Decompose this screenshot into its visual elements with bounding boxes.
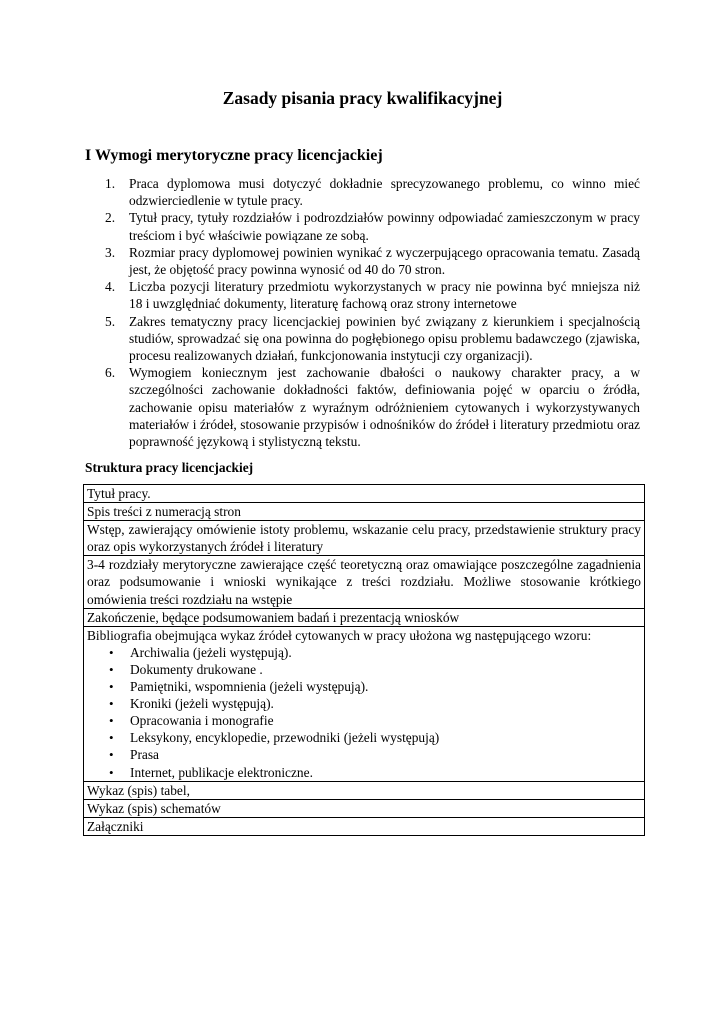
list-item <box>87 729 641 746</box>
table-cell: Wstęp, zawierający omówienie istoty problemu, wskazanie celu pracy, przedstawienie struktury pracy oraz opis wykorzystanych źródeł i literatury <box>84 521 645 556</box>
requirement-item <box>105 278 640 312</box>
table-cell: Wykaz (spis) tabel, <box>84 781 645 799</box>
table-row <box>84 485 645 503</box>
list-item-text: Pamiętniki, wspomnienia (jeżeli występują). <box>130 679 369 695</box>
section-heading: I Wymogi merytoryczne pracy licencjackiej <box>85 147 383 164</box>
table-cell: 3-4 rozdziały merytoryczne zawierające część teoretyczną oraz omawiające poszczególne zagadnienia oraz podsumowanie i wnioski wynikające z treści rozdziału. Możliwe stosowanie krótkiego omówienia treści rozdziału na wstępie <box>84 556 645 608</box>
bullet-icon: • <box>109 644 114 660</box>
bibliography-cell <box>84 626 645 781</box>
requirement-number: 1. <box>105 176 116 191</box>
bullet-icon: • <box>109 713 114 729</box>
table-cell: Załączniki <box>84 817 645 835</box>
bullet-icon: • <box>109 696 114 712</box>
table-row <box>84 521 645 556</box>
table-row <box>84 626 645 781</box>
requirement-item <box>105 175 640 209</box>
bullet-icon: • <box>109 679 114 695</box>
requirement-item <box>105 209 640 243</box>
structure-table <box>83 484 645 836</box>
table-cell: Spis treści z numeracją stron <box>84 503 645 521</box>
table-row <box>84 781 645 799</box>
requirement-number: 4. <box>105 279 116 295</box>
requirement-number: 6. <box>105 365 116 381</box>
structure-heading: Struktura pracy licencjackiej <box>85 460 254 475</box>
table-cell: Tytuł pracy. <box>84 485 645 503</box>
list-item <box>87 764 641 781</box>
list-item <box>87 678 641 695</box>
requirement-number: 3. <box>105 244 116 260</box>
list-item-text: Internet, publikacje elektroniczne. <box>130 764 313 780</box>
requirements-list <box>105 175 640 450</box>
list-item <box>87 661 641 678</box>
requirement-item <box>105 313 640 365</box>
list-item-text: Kroniki (jeżeli występują). <box>130 696 274 712</box>
table-row <box>84 556 645 608</box>
bullet-icon: • <box>109 764 114 780</box>
requirement-number: 2. <box>105 210 116 226</box>
list-item <box>87 746 641 763</box>
requirement-item <box>105 364 640 450</box>
bibliography-intro: Bibliografia obejmująca wykaz źródeł cytowanych w pracy ułożona wg następującego wzoru: <box>87 627 592 643</box>
table-cell: Zakończenie, będące podsumowaniem badań i prezentacją wniosków <box>84 608 645 626</box>
list-item-text: Dokumenty drukowane . <box>130 661 263 677</box>
list-item-text: Leksykony, encyklopedie, przewodniki (jeżeli występują) <box>130 730 440 746</box>
requirement-text: Liczba pozycji literatury przedmiotu wykorzystanych w pracy nie powinna być mniejsza niż 18 i uwzględniać dokumenty, literaturę fachową oraz strony internetowe <box>129 279 640 312</box>
list-item-text: Opracowania i monografie <box>130 713 274 729</box>
requirement-text: Tytuł pracy, tytuły rozdziałów i podrozdziałów powinny odpowiadać zamieszczonym w pracy treściom i być właściwie powiązane ze sobą. <box>129 210 640 243</box>
table-row <box>84 817 645 835</box>
table-row <box>84 799 645 817</box>
requirement-text: Wymogiem koniecznym jest zachowanie dbałości o naukowy charakter pracy, a w szczególności zachowanie dokładności faktów, definiowania pojęć w oparciu o źródła, zachowanie opisu materiałów z wyraźnym odróżnieniem cytowanych i wykorzystywanych materiałów i źródeł, stosowanie przypisów i odnośników do źródeł i literatury przedmiotu oraz poprawność językową i stylistyczną tekstu. <box>129 365 640 450</box>
requirement-item <box>105 244 640 278</box>
requirement-text: Praca dyplomowa musi dotyczyć dokładnie sprecyzowanego problemu, co winno mieć odzwierciedlenie w tytule pracy. <box>129 176 640 209</box>
document-title: Zasady pisania pracy kwalifikacyjnej <box>222 88 503 108</box>
requirement-text: Rozmiar pracy dyplomowej powinien wynikać z wyczerpującego opracowania tematu. Zasadą jest, że objętość pracy powinna wynosić od 40 do 70 stron. <box>129 244 640 278</box>
bullet-icon: • <box>109 661 114 677</box>
requirement-number: 5. <box>105 313 116 329</box>
list-item <box>87 695 641 712</box>
requirement-text: Zakres tematyczny pracy licencjackiej powinien być związany z kierunkiem i specjalnością studiów, sprowadzać się ona powinna do pogłębionego opisu problemu badawczego (zjawiska, procesu realizowanych działań, funkcjonowania instytucji czy organizacji). <box>129 313 640 364</box>
bibliography-list <box>87 644 641 781</box>
list-item <box>87 712 641 729</box>
bullet-icon: • <box>109 730 114 746</box>
list-item <box>87 644 641 661</box>
table-cell: Wykaz (spis) schematów <box>84 799 645 817</box>
list-item-text: Prasa <box>130 747 160 763</box>
table-row <box>84 608 645 626</box>
table-row <box>84 503 645 521</box>
list-item-text: Archiwalia (jeżeli występują). <box>130 644 292 660</box>
bullet-icon: • <box>109 747 114 763</box>
